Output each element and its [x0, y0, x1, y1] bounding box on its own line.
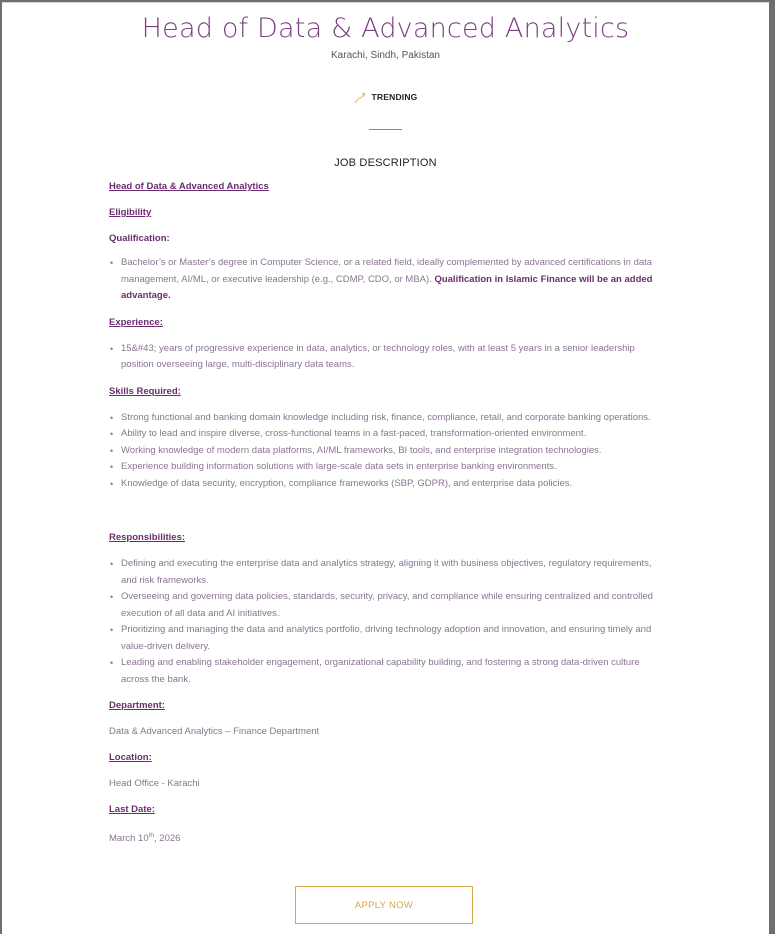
job-location-subtitle: Karachi, Sindh, Pakistan — [331, 50, 440, 61]
list-item: • Strong functional and banking domain knowledge including risk, finance, compliance, retail, and corporate banking operations. — [121, 410, 669, 427]
last-date-value: March 10th, 2026 — [109, 832, 181, 845]
role-heading: Head of Data & Advanced Analytics — [109, 181, 269, 192]
list-item: • Defining and executing the enterprise data and analytics strategy, aligning it with business objectives, regulatory requirements, and risk frameworks. — [121, 556, 669, 589]
location-value: Head Office - Karachi — [109, 778, 200, 789]
trending-label: TRENDING — [371, 92, 418, 102]
experience-heading: Experience: — [109, 316, 163, 328]
department-value: Data & Advanced Analytics – Finance Department — [109, 726, 320, 737]
header-divider — [369, 129, 402, 130]
list-item: • Experience building information solutions with large-scale data sets in enterprise banking environments. — [121, 459, 669, 476]
responsibilities-heading: Responsibilities: — [109, 532, 186, 543]
responsibilities-list — [109, 556, 669, 688]
section-title: JOB DESCRIPTION — [334, 157, 437, 169]
eligibility-heading: Eligibility — [109, 207, 152, 218]
trending-badge — [2, 91, 769, 103]
skills-heading: Skills Required: — [109, 385, 181, 397]
job-page — [2, 2, 769, 934]
department-heading: Department: — [109, 700, 165, 711]
list-item: • Working knowledge of modern data platforms, AI/ML frameworks, BI tools, and enterprise integration technologies. — [121, 443, 669, 460]
qualification-list — [109, 255, 669, 305]
job-description-body — [109, 179, 669, 854]
trending-up-icon — [354, 91, 366, 103]
list-item: • 15&#43; years of progressive experience in data, analytics, or technology roles, with at least 5 years in a senior leadership position overseeing large, multi-disciplinary data teams. — [121, 341, 669, 374]
list-item: • Overseeing and governing data policies, standards, security, privacy, and compliance while ensuring centralized and controlled execution of all data and AI initiatives. — [121, 589, 669, 622]
location-heading: Location: — [109, 752, 152, 763]
last-date-heading: Last Date: — [109, 804, 155, 815]
list-item: • Prioritizing and managing the data and analytics portfolio, driving technology adoption and innovation, and ensuring timely and value-driven delivery. — [121, 622, 669, 655]
apply-now-button[interactable]: APPLY NOW — [295, 886, 473, 924]
list-item: • Leading and enabling stakeholder engagement, organizational capability building, and fostering a strong data-driven culture across the bank. — [121, 655, 669, 688]
list-item: • Knowledge of data security, encryption, compliance frameworks (SBP, GDPR), and enterprise data policies. — [121, 476, 669, 493]
experience-list — [109, 341, 669, 374]
skills-list — [109, 410, 669, 493]
job-title: Head of Data & Advanced Analytics — [141, 13, 630, 44]
list-item: • Bachelor’s or Master’s degree in Computer Science, or a related field, ideally complemented by advanced certifications in data management, AI/ML, or executive leadership (e.g., CDMP, CDO, or MBA). Qualification in Islamic Finance will be an added advantage. — [121, 255, 669, 305]
qualification-heading: Qualification: — [109, 233, 170, 244]
list-item: • Ability to lead and inspire diverse, cross-functional teams in a fast-paced, transformation-oriented environment. — [121, 426, 669, 443]
